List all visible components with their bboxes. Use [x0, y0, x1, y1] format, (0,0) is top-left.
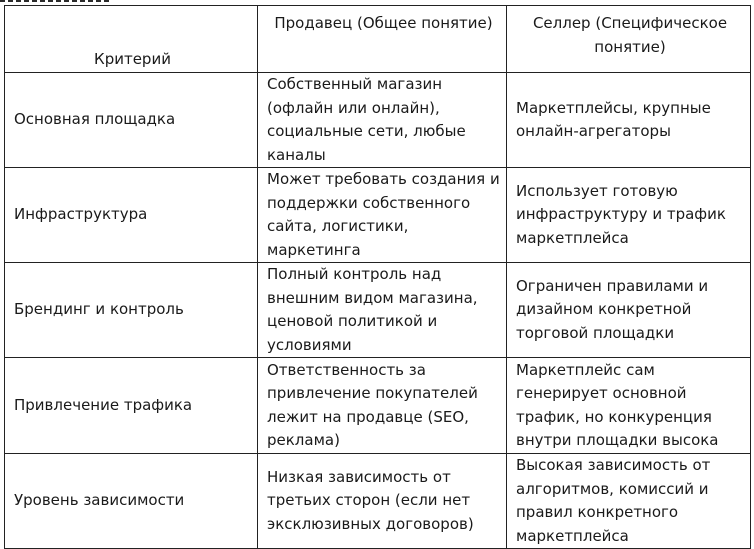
- cell-criterion: Инфраструктура: [5, 168, 258, 263]
- cell-seller-specific: Маркетплейсы, крупные онлайн-агрегаторы: [507, 73, 751, 168]
- cell-criterion: Основная площадка: [5, 73, 258, 168]
- cell-seller-specific: Маркетплейс сам генерирует основной трафик, но конкуренция внутри площадки высока: [507, 358, 751, 454]
- cell-seller-general: Полный контроль над внешним видом магазина, ценовой политикой и условиями: [258, 263, 507, 358]
- table-row: [5, 73, 751, 168]
- header-criterion: Критерий: [5, 6, 258, 73]
- cell-seller-general: Низкая зависимость от третьих сторон (если нет эксклюзивных договоров): [258, 454, 507, 549]
- table-row: [5, 454, 751, 549]
- comparison-table: [4, 5, 751, 549]
- cell-seller-specific: Ограничен правилами и дизайном конкретной торговой площадки: [507, 263, 751, 358]
- cell-seller-general: Ответственность за привлечение покупателей лежит на продавце (SEO, реклама): [258, 358, 507, 454]
- cropped-caption-fragment: [0, 0, 120, 4]
- cell-seller-general: Может требовать создания и поддержки собственного сайта, логистики, маркетинга: [258, 168, 507, 263]
- header-seller-specific: Селлер (Специфическое понятие): [507, 6, 751, 73]
- header-seller-general: Продавец (Общее понятие): [258, 6, 507, 73]
- cell-seller-specific: Высокая зависимость от алгоритмов, комиссий и правил конкретного маркетплейса: [507, 454, 751, 549]
- cell-criterion: Брендинг и контроль: [5, 263, 258, 358]
- table-row: [5, 358, 751, 454]
- table-header-row: [5, 6, 751, 73]
- cell-criterion: Уровень зависимости: [5, 454, 258, 549]
- table-row: [5, 263, 751, 358]
- cell-criterion: Привлечение трафика: [5, 358, 258, 454]
- table-row: [5, 168, 751, 263]
- cell-seller-specific: Использует готовую инфраструктуру и трафик маркетплейса: [507, 168, 751, 263]
- cell-seller-general: Собственный магазин (офлайн или онлайн), социальные сети, любые каналы: [258, 73, 507, 168]
